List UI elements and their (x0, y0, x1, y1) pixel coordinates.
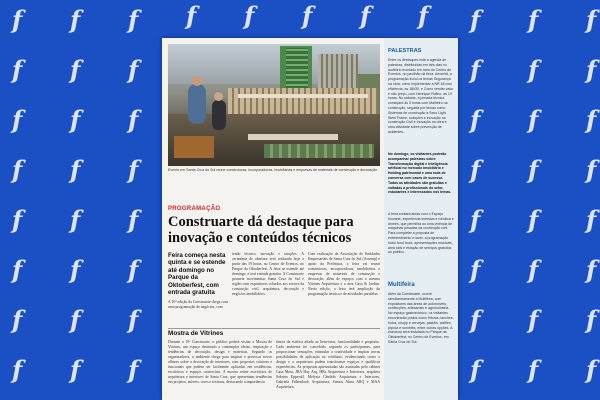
f-logo-icon: f (12, 5, 23, 34)
f-logo-icon: f (528, 305, 539, 334)
f-logo-icon: f (586, 205, 597, 234)
headline: Construarte dá destaque para inovação e conteúdos técnicos (168, 214, 354, 246)
f-logo-icon: f (470, 5, 481, 34)
article-column-1 (168, 300, 228, 324)
f-logo-icon: f (12, 55, 23, 84)
f-logo-icon: f (360, 1, 371, 30)
f-logo-icon: f (12, 255, 23, 284)
f-logo-icon: f (586, 105, 597, 134)
f-logo-icon: f (186, 1, 197, 30)
f-logo-icon: f (12, 155, 23, 184)
article-photo (168, 44, 380, 166)
f-logo-icon: f (128, 55, 139, 84)
f-logo-icon: f (470, 355, 481, 384)
f-logo-icon: f (70, 5, 81, 34)
f-logo-icon: f (70, 205, 81, 234)
box-title: Mostra de Vitrines (168, 330, 224, 337)
f-logo-icon: f (70, 105, 81, 134)
f-logo-icon: f (244, 1, 255, 30)
f-logo-icon: f (470, 55, 481, 84)
subhead: Feira começa nesta quinta e se estende até domingo no Parque da Oktoberfest, com entrada gratuita (168, 252, 226, 297)
sidebar-heading: PALESTRAS (388, 48, 422, 54)
f-logo-icon: f (12, 305, 23, 334)
f-logo-icon: f (470, 105, 481, 134)
f-logo-icon: f (12, 355, 23, 384)
f-logo-icon: f (12, 105, 23, 134)
f-logo-icon: f (128, 255, 139, 284)
f-logo-icon: f (586, 305, 597, 334)
f-logo-icon: f (128, 205, 139, 234)
f-logo-icon: f (470, 255, 481, 284)
f-logo-icon: f (70, 255, 81, 284)
f-logo-icon: f (586, 55, 597, 84)
sidebar (384, 38, 458, 400)
f-logo-icon: f (128, 155, 139, 184)
f-logo-icon: f (418, 1, 429, 30)
f-logo-icon: f (128, 305, 139, 334)
f-logo-icon: f (128, 105, 139, 134)
f-logo-icon: f (528, 105, 539, 134)
sidebar-text-4: Além da Construarte, ocorre simultaneamente a Multifeira, com expositores das áreas de automóveis, confecções, artesanato e agroindústria. No espaço gastronômico, os visitantes encontrarão pratos como frituras, lanches, bolos, chopp e cervejas, pastéis, waffles, pipoca e sorvetes, entre outras opções. A estrutura será instalada no Parque da Oktoberfest, no Centro de Eventos, em Santa Cruz do Sul. (388, 292, 454, 344)
f-logo-icon: f (528, 355, 539, 384)
f-logo-icon: f (470, 205, 481, 234)
f-logo-icon: f (128, 5, 139, 34)
f-logo-icon: f (470, 155, 481, 184)
photo-caption: Evento em Santa Cruz do Sul reúne construtoras, incorporadoras, imobiliárias e empresas de materiais de construção e decoração (168, 168, 377, 172)
f-logo-icon: f (302, 1, 313, 30)
column-1-text: A 10ª edição da Construarte chega com uma programação de negócios, com (168, 300, 228, 309)
sidebar-text-2: No domingo, os visitantes poderão acompanhar palestras sobre Transformação digital e inteligência artificial no mercado imobiliário e Holding patrimonial e uma roda de conversa com cases de sucesso. Todas as atividades são gratuitas e voltadas a profissionais do setor, estudantes e interessados nos temas. (388, 152, 452, 195)
article-column-3: Com realização da Associação de Entidades Empresariais de Santa Cruz do Sul (Assemp) e apoio da Prefeitura, a feira vai reunir construtoras, incorporadoras, imobiliárias e empresas de materiais de construção e decoração, além de espaços com o mesmo Vitrines Arquitetura e a área Casa & Jardim. Nesta edição, a feira terá ampliação da programação técnica e de atividades paralelas. (308, 252, 380, 296)
f-logo-icon: f (70, 305, 81, 334)
sidebar-heading-2: Multifeira (388, 282, 415, 288)
f-logo-icon: f (528, 255, 539, 284)
f-logo-icon: f (586, 255, 597, 284)
f-logo-icon: f (528, 55, 539, 84)
f-logo-icon: f (528, 155, 539, 184)
newspaper-page (162, 38, 458, 400)
f-logo-icon: f (12, 205, 23, 234)
box-column-1: Durante a 10ª Construarte, o público poderá visitar a Mostra de Vitrines, um espaço destinado a contemplar ideias, inspiração e tendências de decoração, design e materiais. Segundo os organizadores, o ambiente chega para inspirar e provocar novos olhares sobre a decoração de interiores, com propostas criativas e funcionais que podem ser facilmente aplicadas em residências, escritórios e espaços comerciais. A mostra reúne escritórios de arquitetura e interiores de Santa Cruz, que apresentam tendências em projetos, móveis, cores e texturas, destacando a importância (168, 340, 272, 384)
f-logo-icon: f (586, 155, 597, 184)
f-logo-icon: f (470, 305, 481, 334)
article-column-2: tendo técnico, inovação e atrações. A cerimônia de abertura será realizada hoje a partir das 19 horas, no Centro de Eventos, no Parque da Oktoberfest. A feira se estende até domingo, e terá entrada gratuita. A Construarte promete movimentar Santa Cruz do Sul e região com expositores voltados aos setores da construção civil, arquitetura, decoração e negócios imobiliários. (232, 252, 304, 296)
f-logo-icon: f (586, 355, 597, 384)
f-logo-icon: f (528, 5, 539, 34)
section-divider (168, 328, 380, 329)
f-logo-icon: f (128, 355, 139, 384)
box-column-2: tância da estética aliada ao bem-estar, funcionalidade e propósito. Cada ambiente foi concebido, segundo os participantes, para proporcionar sensações, estimular a criatividade e inspirar novas possibilidades de aplicação no cotidiano, evidenciando como o design e a arquitetura podem transformar espaços e qualificar experiências. As propostas apresentadas são assinadas pelo cabinet Casa Mota, JBA Hay Arq, HBs Arquitetura e Interiores, arquiteta Sabrina Epperall, Melysia Cândido Arquitetura e Interiores, Gabriela Falkenbach Arquitetura, Sumos Alma ARQ e MAA Arquitetura. (276, 340, 380, 389)
f-logo-icon: f (586, 5, 597, 34)
sidebar-text-3: A feira contará ainda com o Espaço Inovarte, experiência imersiva e robótica e drones, que permitirá ao uma vivência de máquinas pesadas da construção civil. Para completar a proposta de entretenimento e lazer, a programação inclui food truck, apresentações musicais, área kids e estação de serviços gratuitos ao público. (388, 212, 454, 255)
f-logo-icon: f (70, 55, 81, 84)
section-label: PROGRAMAÇÃO (168, 206, 221, 212)
f-logo-icon: f (70, 155, 81, 184)
f-logo-icon: f (528, 205, 539, 234)
sidebar-text-1: Entre os destaques está a agenda de palestras, distribuídas em três dias no auditório montado em área do Centro de Eventos, no pavilhão da feira. Amanhã, a programação inclui os temas Segurança na obra: como implementar a NR 18 com eficiência, às 18h30, e Como vender valor e não preço, com Henrique Rufino, às 19 horas. No sábado, a jornada técnica começará às 9 horas com Malheiro na construção, seguida por temas como Sistemas de construção a Seco Light Steel Frame, soluções e inovação na construção Civil e Inovação na obra e uma atividade sobre prevenção de acidentes. (388, 58, 454, 134)
f-logo-icon: f (70, 355, 81, 384)
